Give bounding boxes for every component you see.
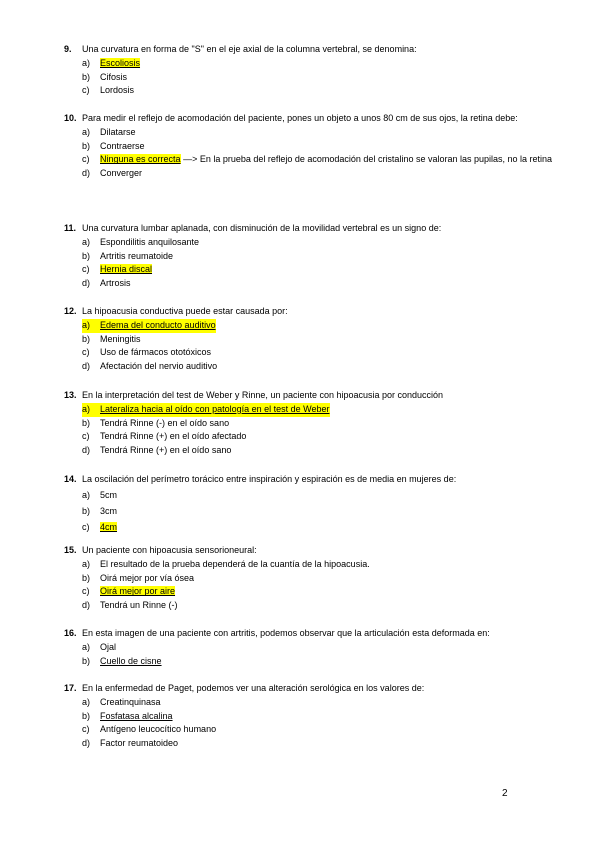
- answer-option: [82, 430, 554, 444]
- option-letter: d): [82, 278, 91, 289]
- option-text: 5cm: [100, 489, 118, 500]
- answer-option: [82, 153, 554, 167]
- option-text: Ojal: [100, 641, 117, 652]
- answer-option: [82, 519, 554, 535]
- option-letter: c): [82, 521, 90, 532]
- answer-option: [82, 558, 554, 572]
- option-letter: c): [82, 586, 90, 597]
- option-letter: a): [82, 57, 91, 68]
- answer-option: [82, 167, 554, 181]
- question-text: La hipoacusia conductiva puede estar causada por:: [82, 306, 288, 316]
- option-text: 3cm: [100, 505, 118, 516]
- option-letter: a): [82, 236, 91, 247]
- option-text-correct: Edema del conducto auditivo: [100, 319, 216, 330]
- option-letter: d): [82, 600, 91, 611]
- question-number: 14.: [64, 474, 77, 484]
- answer-option: [82, 444, 554, 458]
- option-letter: b): [82, 505, 91, 516]
- option-text-correct: Hernia discal: [100, 264, 153, 275]
- option-text: Tendrá Rinne (+) en el oído afectado: [100, 431, 247, 442]
- option-text: Converger: [100, 168, 143, 179]
- option-letter: b): [82, 572, 91, 583]
- question-number: 13.: [64, 390, 77, 400]
- answer-option: [82, 250, 554, 264]
- option-letter: c): [82, 264, 90, 275]
- option-letter: c): [82, 431, 90, 442]
- question-text: Una curvatura en forma de "S" en el eje axial de la columna vertebral, se denomina:: [82, 44, 417, 54]
- answer-option: [82, 572, 554, 586]
- question-10: [64, 112, 554, 181]
- answer-option: [82, 346, 554, 360]
- option-letter: c): [82, 724, 90, 735]
- question-text: La oscilación del perímetro torácico entre inspiración y espiración es de media en mujeres de:: [82, 474, 457, 484]
- answer-option: [82, 236, 554, 250]
- option-letter: d): [82, 445, 91, 456]
- answer-option: [82, 737, 554, 751]
- option-letter: b): [82, 417, 91, 428]
- option-letter: b): [82, 655, 91, 666]
- option-letter: a): [82, 696, 91, 707]
- option-text-correct: Escoliosis: [100, 57, 141, 68]
- option-text: Tendrá Rinne (+) en el oído sano: [100, 445, 232, 456]
- question-number: 15.: [64, 545, 77, 555]
- answer-option: [82, 71, 554, 85]
- question-number: 9.: [64, 44, 72, 54]
- question-text: Una curvatura lumbar aplanada, con disminución de la movilidad vertebral es un signo de:: [82, 223, 442, 233]
- question-9: [64, 43, 554, 98]
- question-text: Para medir el reflejo de acomodación del paciente, pones un objeto a unos 80 cm de sus ojos, la retina debe:: [82, 113, 518, 123]
- page-number: 2: [502, 788, 508, 799]
- option-text: Artrosis: [100, 278, 131, 289]
- answer-option: [82, 503, 554, 519]
- answer-option: [82, 655, 554, 669]
- option-text-correct: Fosfatasa alcalina: [100, 710, 173, 721]
- option-letter: d): [82, 361, 91, 372]
- question-13: [64, 389, 554, 458]
- answer-option: [82, 585, 554, 599]
- answer-option: [82, 319, 216, 333]
- option-text: Factor reumatoideo: [100, 738, 179, 749]
- answer-option: [82, 84, 554, 98]
- option-letter: d): [82, 168, 91, 179]
- option-letter: b): [82, 250, 91, 261]
- option-text: Oirá mejor por vía ósea: [100, 572, 195, 583]
- option-letter: b): [82, 71, 91, 82]
- option-text: Artritis reumatoide: [100, 250, 174, 261]
- option-text-correct: Ninguna es correcta: [100, 154, 181, 165]
- answer-option: [82, 696, 554, 710]
- question-number: 16.: [64, 628, 77, 638]
- option-letter: c): [82, 85, 90, 96]
- answer-option: [82, 723, 554, 737]
- question-11: [64, 222, 554, 291]
- question-number: 17.: [64, 683, 77, 693]
- answer-option: [82, 57, 554, 71]
- question-12: [64, 305, 554, 374]
- option-text: Tendrá Rinne (-) en el oído sano: [100, 417, 230, 428]
- option-text-correct: Lateraliza hacia al oído con patología en el test de Weber: [100, 403, 330, 414]
- option-text: Creatinquinasa: [100, 696, 161, 707]
- answer-option: [82, 360, 554, 374]
- option-text: Lordosis: [100, 85, 135, 96]
- option-text: Cifosis: [100, 71, 128, 82]
- answer-option: [82, 333, 554, 347]
- question-number: 11.: [64, 223, 77, 233]
- option-explanation: —> En la prueba del reflejo de acomodación del cristalino se valoran las pupilas, no la retina: [183, 154, 553, 165]
- question-number: 10.: [64, 113, 77, 123]
- question-text: Un paciente con hipoacusia sensorioneural:: [82, 545, 257, 555]
- question-14: [64, 473, 554, 535]
- option-letter: a): [82, 558, 91, 569]
- answer-option: [82, 263, 554, 277]
- option-letter: c): [82, 347, 90, 358]
- answer-option: [82, 710, 554, 724]
- option-letter: c): [82, 154, 90, 165]
- option-text: Tendrá un Rinne (-): [100, 600, 178, 611]
- answer-option: [82, 417, 554, 431]
- option-letter: a): [82, 641, 91, 652]
- option-letter: a): [82, 319, 91, 330]
- option-letter: b): [82, 710, 91, 721]
- answer-option: [82, 140, 554, 154]
- option-text-correct: 4cm: [100, 521, 118, 532]
- option-letter: a): [82, 126, 91, 137]
- answer-option: [82, 641, 554, 655]
- question-17: [64, 682, 554, 751]
- option-text-correct: Oirá mejor por aire: [100, 586, 176, 597]
- question-text: En la enfermedad de Paget, podemos ver una alteración serológica en los valores de:: [82, 683, 425, 693]
- answer-option: [82, 277, 554, 291]
- answer-option: [82, 487, 554, 503]
- question-16: [64, 627, 554, 668]
- option-text: Uso de fármacos ototóxicos: [100, 347, 212, 358]
- option-text-correct: Cuello de cisne: [100, 655, 162, 666]
- option-text: Espondilitis anquilosante: [100, 236, 200, 247]
- option-letter: b): [82, 140, 91, 151]
- option-letter: a): [82, 403, 91, 414]
- answer-option: [82, 126, 554, 140]
- option-text: Antígeno leucocítico humano: [100, 724, 217, 735]
- question-number: 12.: [64, 306, 77, 316]
- question-text: En esta imagen de una paciente con artritis, podemos observar que la articulación esta deformada en:: [82, 628, 490, 638]
- answer-option: [82, 599, 554, 613]
- option-text: El resultado de la prueba dependerá de la cuantía de la hipoacusia.: [100, 558, 370, 569]
- question-text: En la interpretación del test de Weber y Rinne, un paciente con hipoacusia por conducción: [82, 390, 444, 400]
- option-letter: b): [82, 333, 91, 344]
- option-letter: a): [82, 489, 91, 500]
- option-text: Contraerse: [100, 140, 145, 151]
- answer-option: [82, 403, 330, 417]
- option-letter: d): [82, 738, 91, 749]
- question-15: [64, 544, 554, 613]
- option-text: Dilatarse: [100, 126, 136, 137]
- option-text: Meningitis: [100, 333, 141, 344]
- option-text: Afectación del nervio auditivo: [100, 361, 218, 372]
